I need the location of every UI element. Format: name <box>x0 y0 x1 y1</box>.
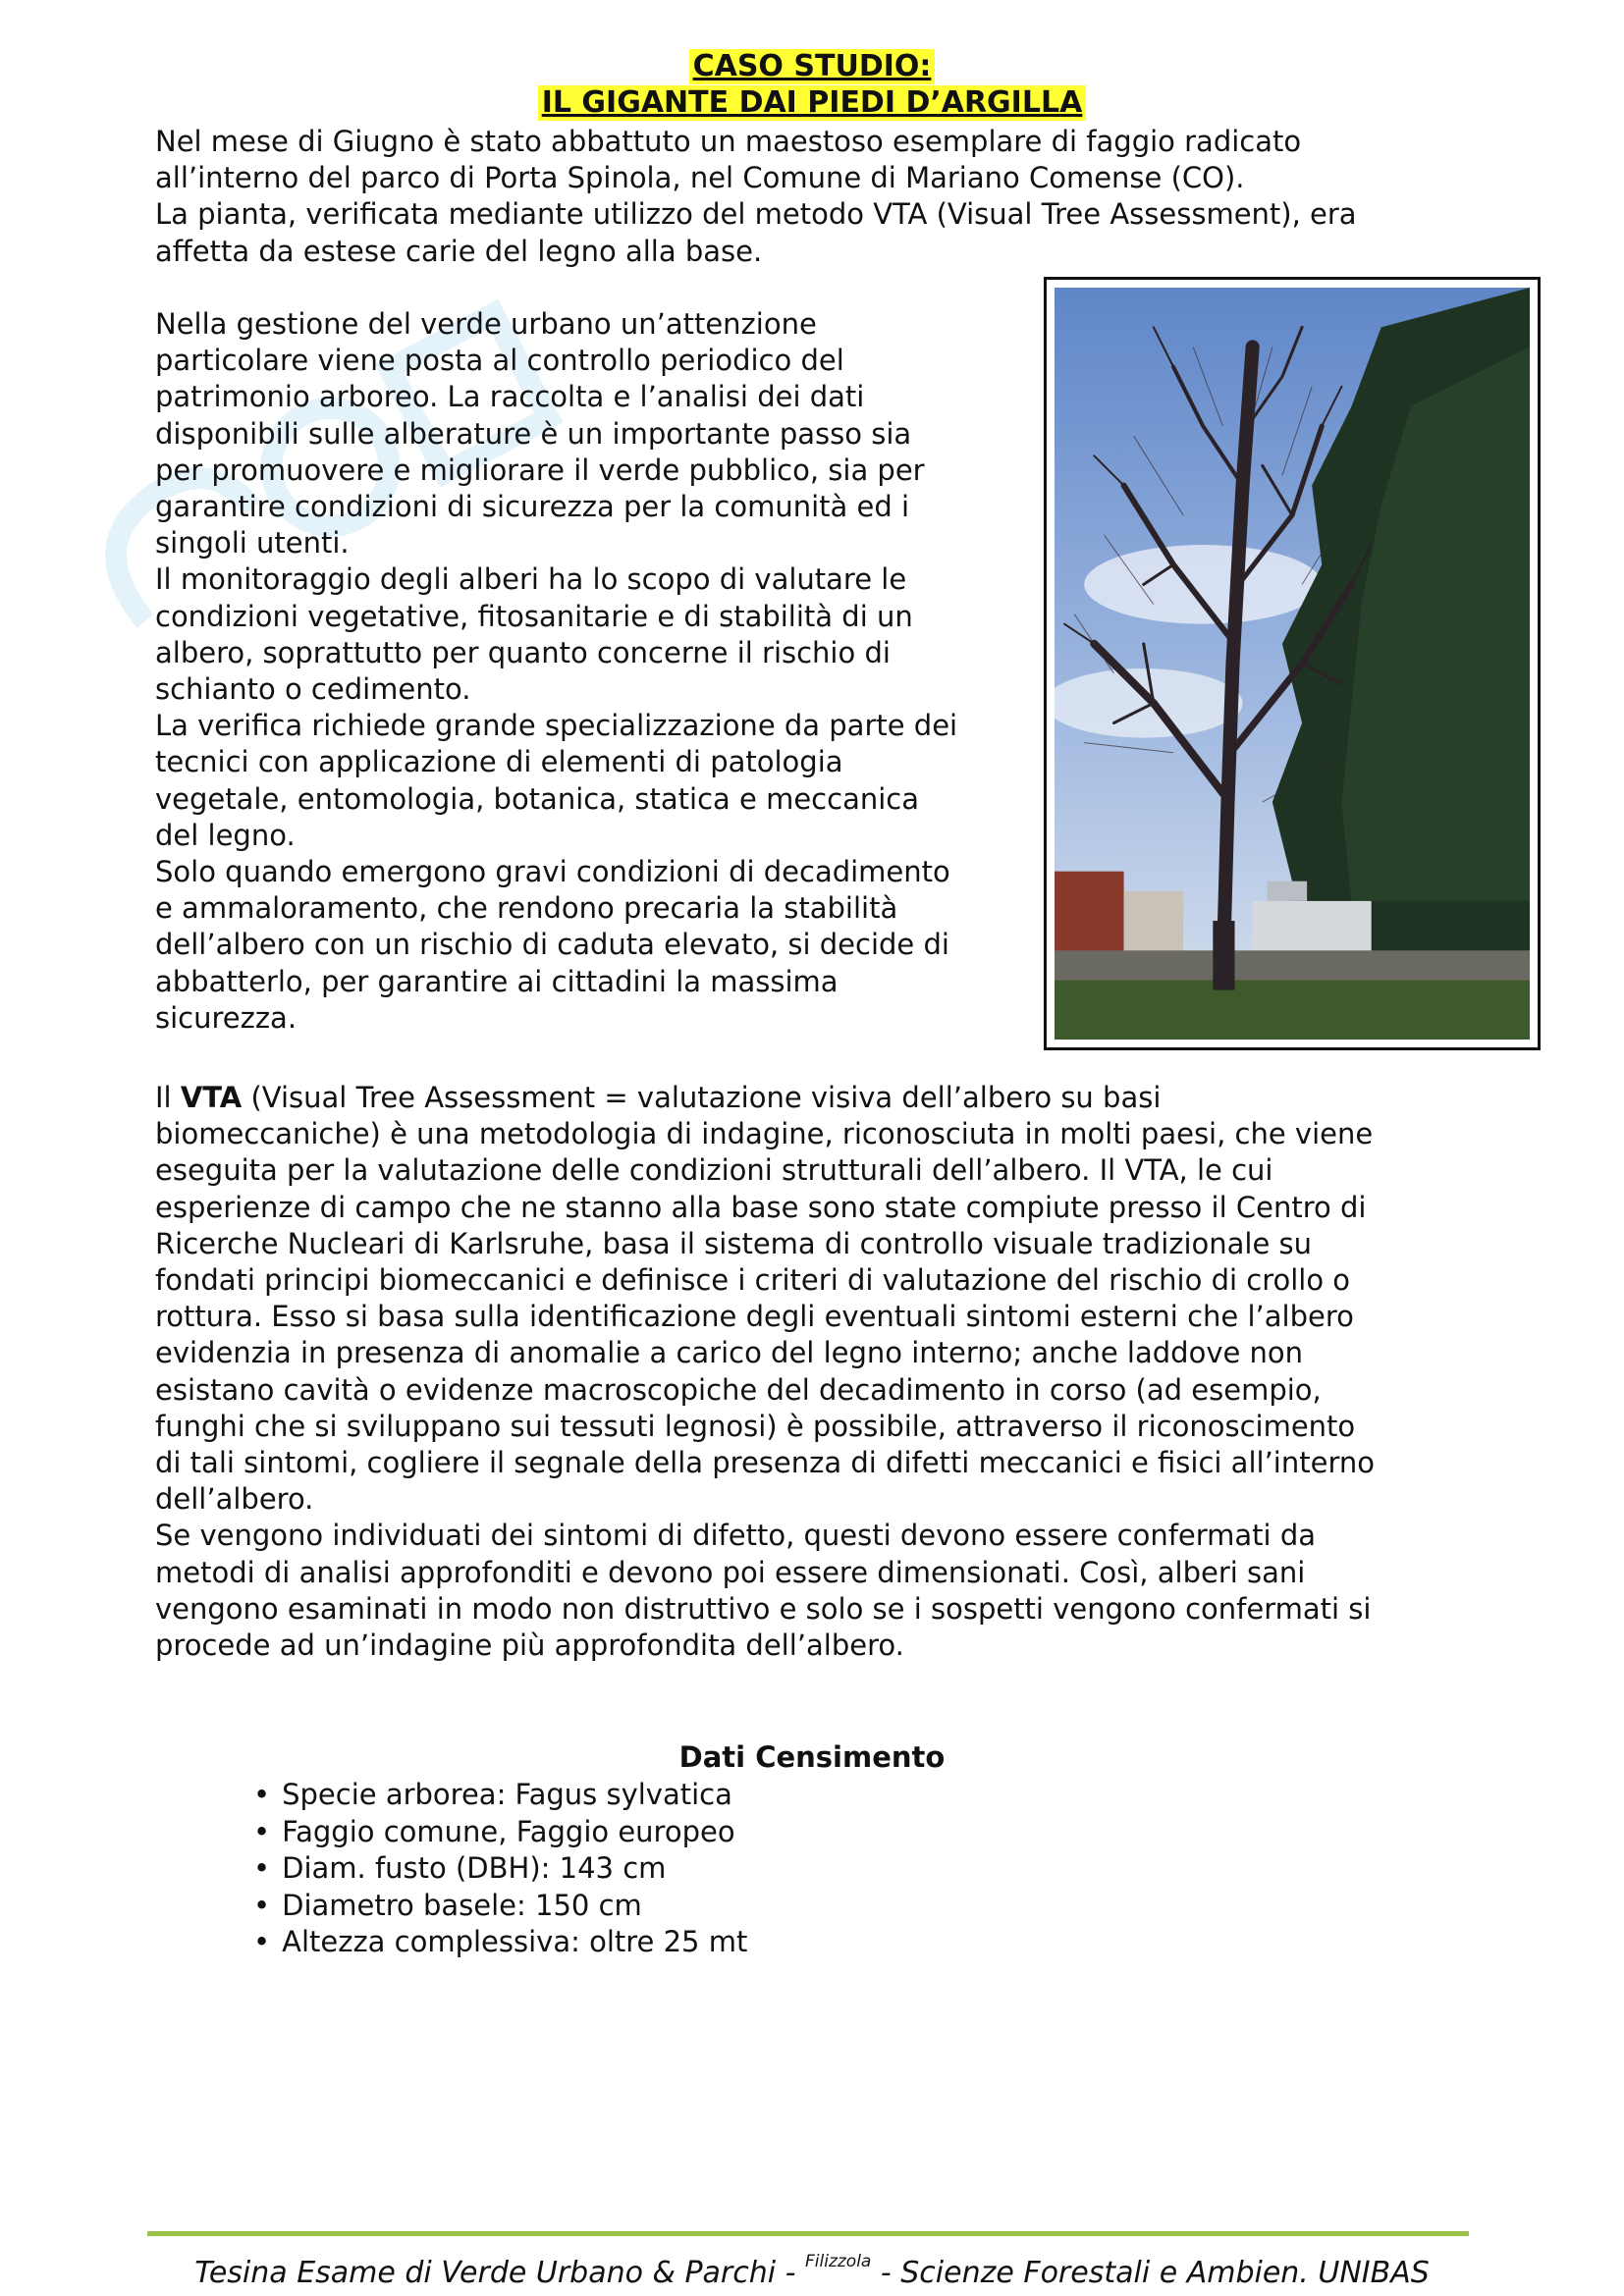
footer-author: Filizzola <box>805 2252 872 2271</box>
vta-first-line: Il VTA (Visual Tree Assessment = valutazione visiva dell’albero su basi <box>155 1081 1162 1114</box>
vta-line: esperienze di campo che ne stanno alla base sono state compiute presso il Centro di <box>155 1190 1367 1224</box>
footer-left: Tesina Esame di Verde Urbano & Parchi - <box>194 2256 805 2290</box>
vta-line: Se vengono individuati dei sintomi di difetto, questi devono essere confermati da <box>155 1519 1317 1553</box>
title-line-2: IL GIGANTE DAI PIEDI D’ARGILLA <box>0 85 1624 121</box>
management-line: sicurezza. <box>155 1000 298 1035</box>
census-item: • Altezza complessiva: oltre 25 mt <box>253 1924 747 1961</box>
management-line: patrimonio arboreo. La raccolta e l’analisi dei dati <box>155 380 865 414</box>
vta-line: esistano cavità o evidenze macroscopiche del decadimento in corso (ad esempio, <box>155 1372 1322 1407</box>
footer-rule <box>147 2231 1469 2236</box>
management-line: per promuovere e migliorare il verde pubblico, sia per <box>155 453 925 487</box>
management-line: tecnici con applicazione di elementi di patologia <box>155 745 843 779</box>
vta-line: funghi che si sviluppano sui tessuti legnosi) è possibile, attraverso il riconoscimento <box>155 1409 1356 1443</box>
intro-line: affetta da estese carie del legno alla base. <box>155 234 763 268</box>
census-item: • Faggio comune, Faggio europeo <box>253 1814 747 1851</box>
footer-right: - Scienze Forestali e Ambien. UNIBAS <box>871 2256 1430 2290</box>
management-line: dell’albero con un rischio di caduta elevato, si decide di <box>155 928 949 962</box>
vta-line: metodi di analisi approfonditi e devono poi essere dimensionati. Così, alberi sani <box>155 1555 1306 1589</box>
vta-line: procede ad un’indagine più approfondita dell’albero. <box>155 1629 904 1663</box>
page-footer <box>0 2242 1624 2293</box>
management-line: del legno. <box>155 818 296 852</box>
census-item: • Specie arborea: Fagus sylvatica <box>253 1777 747 1814</box>
vta-line: Ricerche Nucleari di Karlsruhe, basa il sistema di controllo visuale tradizionale su <box>155 1226 1313 1260</box>
management-line: abbatterlo, per garantire ai cittadini la massima <box>155 964 839 998</box>
management-line: Solo quando emergono gravi condizioni di decadimento <box>155 855 950 889</box>
management-line: Nella gestione del verde urbano un’attenzione <box>155 307 817 341</box>
management-line: e ammaloramento, che rendono precaria la stabilità <box>155 891 898 926</box>
title-line-1: CASO STUDIO: <box>0 49 1624 84</box>
vta-line: di tali sintomi, cogliere il segnale della presenza di difetti meccanici e fisici all’interno <box>155 1446 1375 1480</box>
intro-line: La pianta, verificata mediante utilizzo del metodo VTA (Visual Tree Assessment), era <box>155 197 1357 232</box>
management-line: disponibili sulle alberature è un importante passo sia <box>155 416 912 451</box>
management-line: La verifica richiede grande specializzazione da parte dei <box>155 709 958 743</box>
census-list <box>253 1777 747 1961</box>
vta-bold: VTA <box>180 1081 243 1114</box>
tree-photo <box>1044 277 1541 1050</box>
management-line: albero, soprattutto per quanto concerne il rischio di <box>155 635 891 669</box>
vta-paragraph <box>155 1080 1375 1664</box>
census-item: • Diam. fusto (DBH): 143 cm <box>253 1850 747 1888</box>
tree-photo-drawing <box>1055 288 1530 1040</box>
intro-line: all’interno del parco di Porta Spinola, nel Comune di Mariano Comense (CO). <box>155 161 1245 195</box>
vta-line: biomeccaniche) è una metodologia di indagine, riconosciuta in molti paesi, che viene <box>155 1117 1374 1151</box>
vta-line: fondati principi biomeccanici e definisce i criteri di valutazione del rischio di crollo o <box>155 1263 1351 1298</box>
management-line: Il monitoraggio degli alberi ha lo scopo di valutare le <box>155 562 907 597</box>
vta-line: rottura. Esso si basa sulla identificazione degli eventuali sintomi esterni che l’albero <box>155 1300 1354 1334</box>
intro-paragraph <box>155 124 1357 270</box>
management-line: singoli utenti. <box>155 526 350 561</box>
management-line: condizioni vegetative, fitosanitarie e di stabilità di un <box>155 599 913 633</box>
vta-line: eseguita per la valutazione delle condizioni strutturali dell’albero. Il VTA, le cui <box>155 1153 1273 1188</box>
management-line: particolare viene posta al controllo periodico del <box>155 344 844 378</box>
census-item: • Diametro basele: 150 cm <box>253 1888 747 1925</box>
management-paragraph <box>155 306 957 1037</box>
management-line: garantire condizioni di sicurezza per la comunità ed i <box>155 490 910 524</box>
census-title: Dati Censimento <box>678 1740 946 1774</box>
management-line: vegetale, entomologia, botanica, statica e meccanica <box>155 781 919 816</box>
intro-line: Nel mese di Giugno è stato abbattuto un maestoso esemplare di faggio radicato <box>155 125 1302 158</box>
vta-line: vengono esaminati in modo non distruttivo e solo se i sospetti vengono confermati si <box>155 1591 1372 1626</box>
vta-line: dell’albero. <box>155 1482 314 1517</box>
management-line: schianto o cedimento. <box>155 672 471 707</box>
vta-line: evidenzia in presenza di anomalie a carico del legno interno; anche laddove non <box>155 1336 1304 1370</box>
